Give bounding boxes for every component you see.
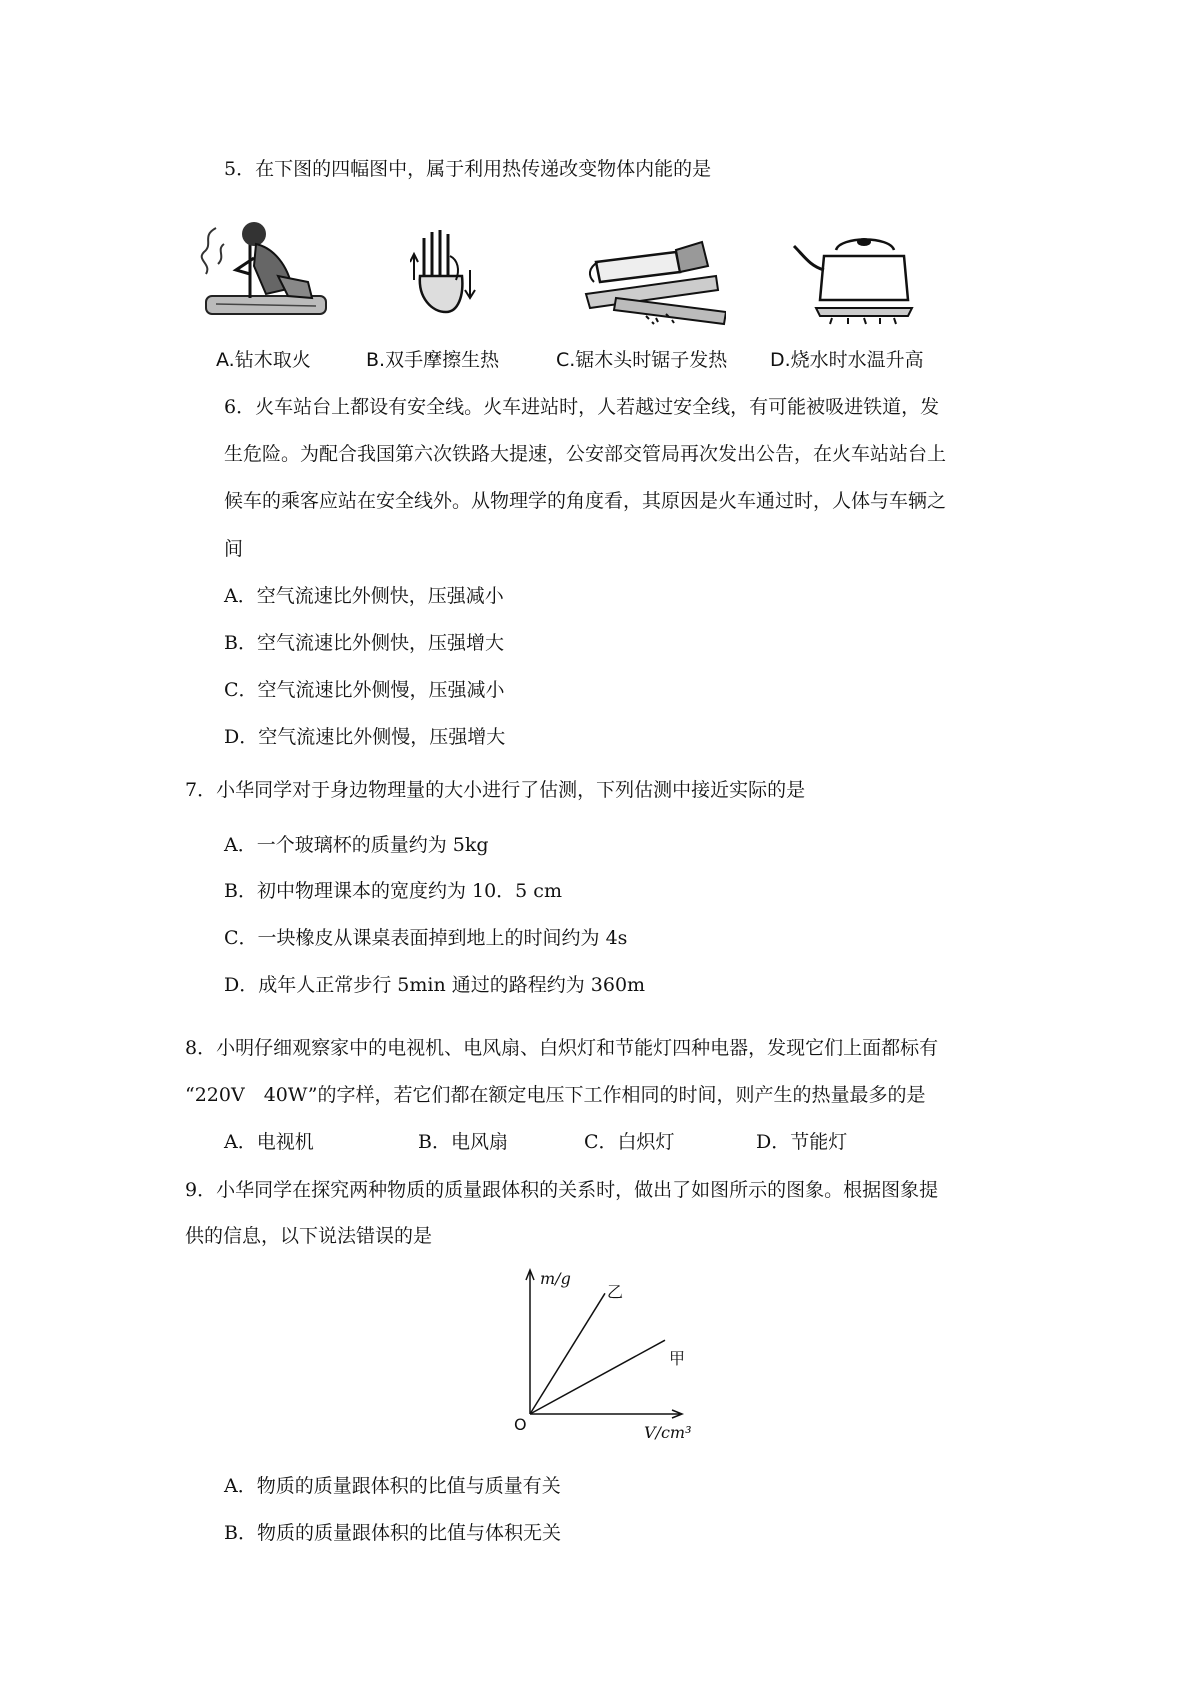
- origin-label: O: [514, 1415, 527, 1434]
- q9-option-a: A．物质的质量跟体积的比值与质量有关: [224, 1475, 561, 1497]
- q6-option-b: B．空气流速比外侧快，压强增大: [224, 632, 504, 654]
- q6-option-a: A．空气流速比外侧快，压强减小: [224, 585, 504, 607]
- drilling-wood-fire-icon: [196, 218, 346, 324]
- q8-option-a: A．电视机: [224, 1131, 314, 1153]
- series-label-1: 甲: [669, 1349, 686, 1369]
- q9-line-1: 9．小华同学在探究两种物质的质量跟体积的关系时，做出了如图所示的图象。根据图象提: [185, 1179, 939, 1201]
- q5-caption-c: C.锯木头时锯子发热: [556, 349, 728, 371]
- chart-series-layer: [530, 1282, 685, 1414]
- q7-option-c: C．一块橡皮从课桌表面掉到地上的时间约为 4s: [224, 927, 628, 949]
- rubbing-hands-icon: [410, 226, 480, 322]
- series-label-0: 乙: [607, 1282, 624, 1302]
- boiling-kettle-icon: [790, 226, 920, 326]
- q6-line-2: 生危险。为配合我国第六次铁路大提速，公安部交管局再次发出公告，在火车站站台上: [224, 443, 947, 465]
- y-axis-label: m/g: [540, 1269, 571, 1288]
- q5-caption-a: A.钻木取火: [216, 349, 311, 371]
- series-line-0: [530, 1293, 605, 1414]
- q6-line-3: 候车的乘客应站在安全线外。从物理学的角度看，其原因是火车通过时，人体与车辆之: [224, 490, 947, 512]
- q6-option-d: D．空气流速比外侧慢，压强增大: [224, 726, 506, 748]
- q8-option-c: C．白炽灯: [584, 1131, 675, 1153]
- q6-option-c: C．空气流速比外侧慢，压强减小: [224, 679, 505, 701]
- q8-line-2: “220V 40W”的字样，若它们都在额定电压下工作相同的时间，则产生的热量最多的是: [185, 1084, 926, 1106]
- mass-volume-chart: [508, 1264, 708, 1449]
- q7-stem: 7．小华同学对于身边物理量的大小进行了估测，下列估测中接近实际的是: [185, 779, 806, 801]
- q6-line-1: 6．火车站台上都设有安全线。火车进站时，人若越过安全线，有可能被吸进铁道，发: [224, 396, 940, 418]
- q7-option-a: A．一个玻璃杯的质量约为 5kg: [224, 834, 489, 856]
- q8-line-1: 8．小明仔细观察家中的电视机、电风扇、白炽灯和节能灯四种电器，发现它们上面都标有: [185, 1037, 939, 1059]
- q9-option-b: B．物质的质量跟体积的比值与体积无关: [224, 1522, 561, 1544]
- x-axis-label: V/cm³: [644, 1423, 692, 1442]
- q8-option-b: B．电风扇: [418, 1131, 508, 1153]
- q7-option-b: B．初中物理课本的宽度约为 10．5 cm: [224, 880, 562, 902]
- series-line-1: [530, 1340, 665, 1414]
- q5-caption-b: B.双手摩擦生热: [366, 349, 500, 371]
- q5-stem: 5．在下图的四幅图中，属于利用热传递改变物体内能的是: [224, 158, 712, 180]
- q9-line-2: 供的信息，以下说法错误的是: [185, 1225, 433, 1247]
- q7-option-d: D．成年人正常步行 5min 通过的路程约为 360m: [224, 974, 646, 996]
- q5-caption-d: D.烧水时水温升高: [770, 349, 924, 371]
- q6-line-4: 间: [224, 538, 244, 560]
- q8-option-d: D．节能灯: [756, 1131, 848, 1153]
- sawing-wood-icon: [576, 232, 726, 328]
